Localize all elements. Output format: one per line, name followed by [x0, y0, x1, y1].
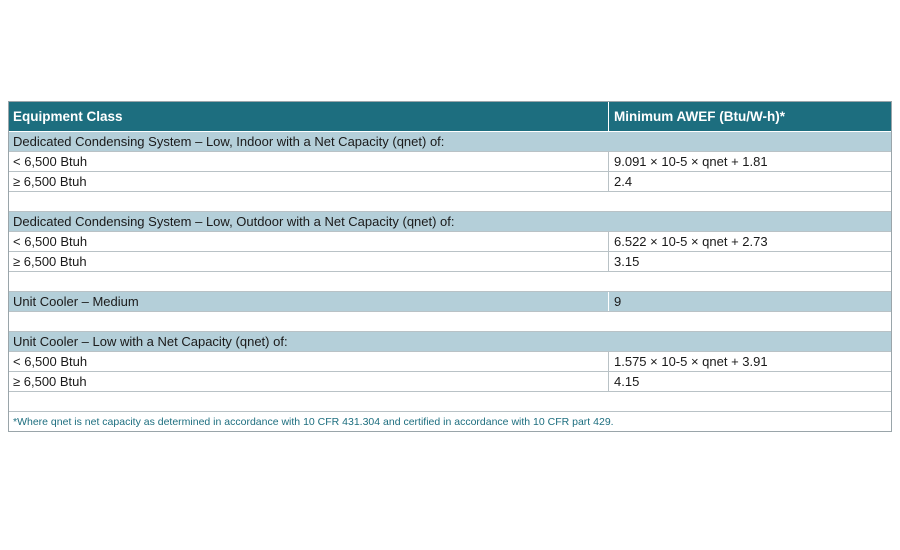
table-row: [9, 372, 891, 392]
table-row: [9, 252, 891, 272]
table-row: [9, 232, 891, 252]
section-title: Dedicated Condensing System – Low, Indoor with a Net Capacity (qnet) of:: [13, 134, 445, 149]
awef-table: [8, 101, 892, 432]
header-equipment-class: Equipment Class: [9, 102, 609, 131]
equipment-class-cell: < 6,500 Btuh: [9, 152, 609, 171]
section-title: Unit Cooler – Low with a Net Capacity (qnet) of:: [13, 334, 288, 349]
spacer-row: [9, 312, 891, 332]
footnote-row: [9, 412, 891, 431]
section-row: [9, 212, 891, 232]
footnote: *Where qnet is net capacity as determined in accordance with 10 CFR 431.304 and certified in accordance with 10 CFR part 429.: [13, 415, 614, 428]
table-header-row: [9, 102, 891, 132]
section-row: [9, 132, 891, 152]
awef-value-cell: 6.522 × 10-5 × qnet + 2.73: [614, 234, 768, 249]
awef-value-cell: 9.091 × 10-5 × qnet + 1.81: [614, 154, 768, 169]
spacer-row: [9, 272, 891, 292]
header-minimum-awef: Minimum AWEF (Btu/W-h)*: [614, 109, 785, 124]
equipment-class-cell: ≥ 6,500 Btuh: [9, 172, 609, 191]
awef-value-cell: 1.575 × 10-5 × qnet + 3.91: [614, 354, 768, 369]
table-row: [9, 152, 891, 172]
section-title: Dedicated Condensing System – Low, Outdoor with a Net Capacity (qnet) of:: [13, 214, 455, 229]
awef-value-cell: 2.4: [614, 174, 633, 189]
spacer-row: [9, 392, 891, 412]
section-title: Unit Cooler – Medium: [9, 292, 609, 311]
table-row: [9, 172, 891, 192]
spacer-row: [9, 192, 891, 212]
equipment-class-cell: < 6,500 Btuh: [9, 232, 609, 251]
table-row: [9, 352, 891, 372]
section-row: [9, 292, 891, 312]
equipment-class-cell: ≥ 6,500 Btuh: [9, 372, 609, 391]
equipment-class-cell: < 6,500 Btuh: [9, 352, 609, 371]
awef-value-cell: 9: [614, 294, 622, 309]
equipment-class-cell: ≥ 6,500 Btuh: [9, 252, 609, 271]
section-row: [9, 332, 891, 352]
awef-value-cell: 4.15: [614, 374, 640, 389]
awef-value-cell: 3.15: [614, 254, 640, 269]
